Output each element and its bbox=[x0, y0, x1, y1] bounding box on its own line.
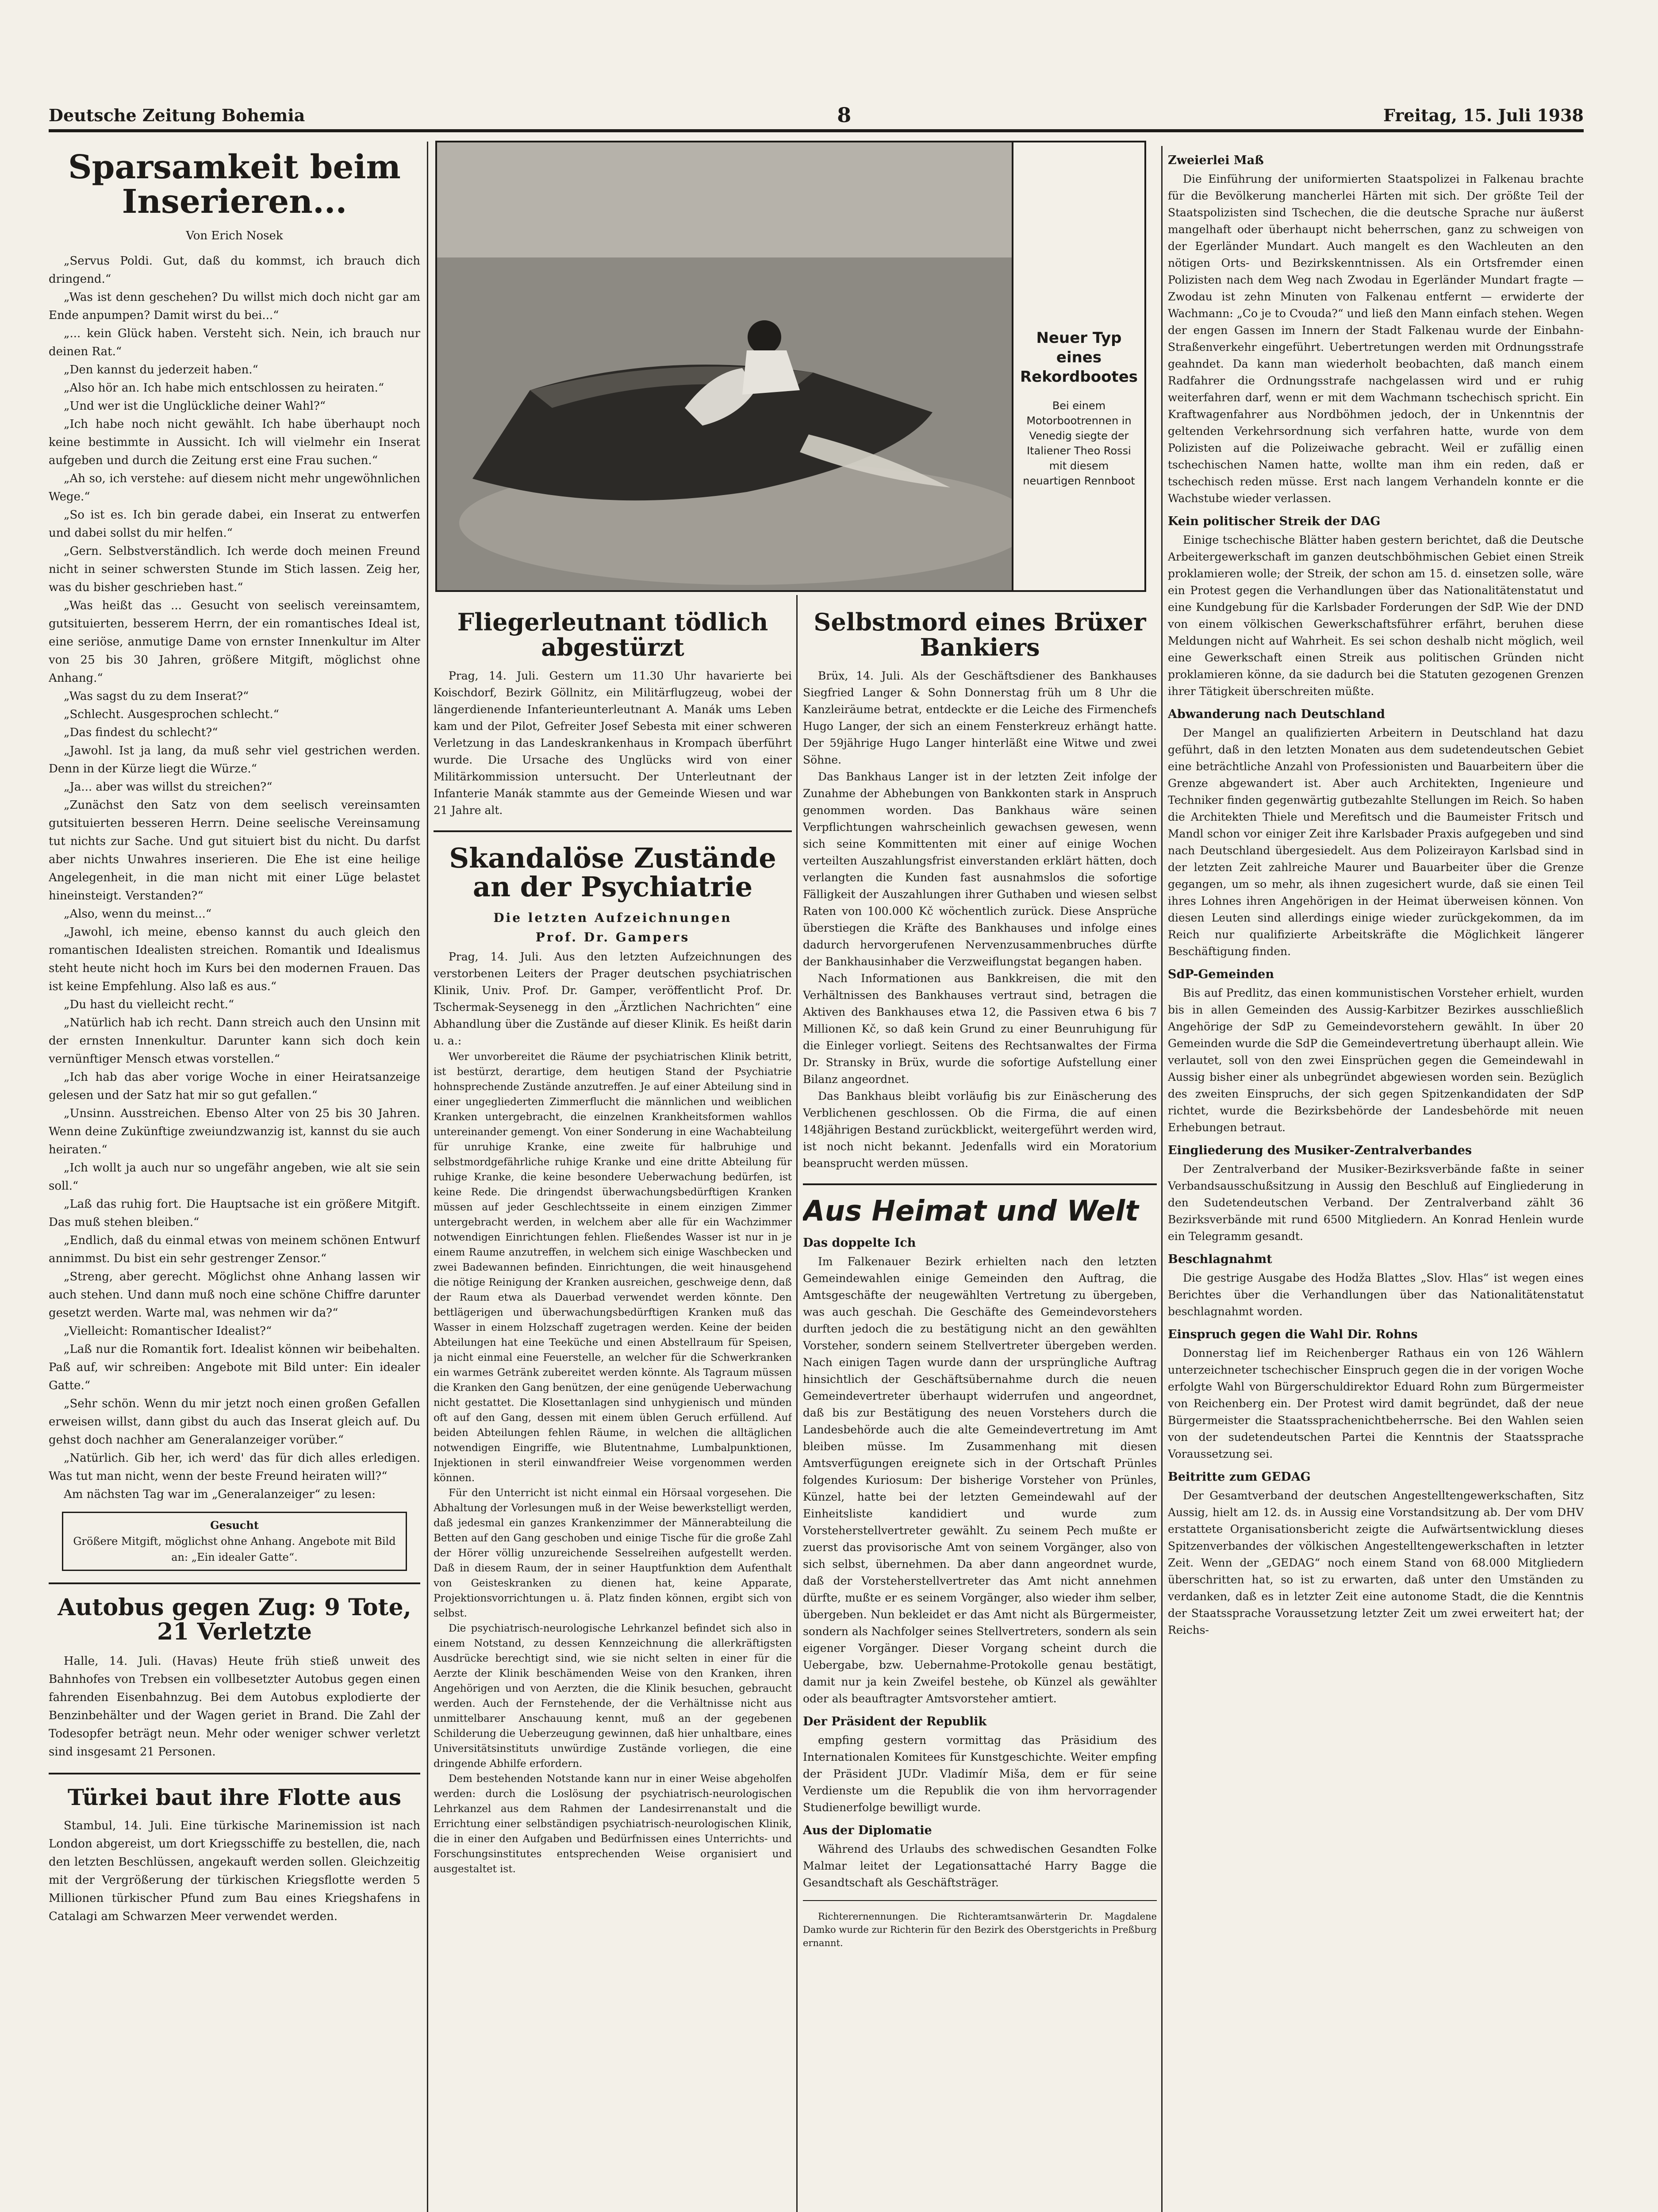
paragraph: „Was sagst du zu dem Inserat?“ bbox=[64, 690, 249, 703]
footnote: Richterernennungen. Die Richteramtsanwärterin Dr. Magdalene Damko wurde zur Richterin für den Bezirk des Oberstgerichts in Preßburg ernannt. bbox=[803, 1911, 1157, 1948]
caption-text: Bei einem Motorbootrennen in Venedig siegte der Italiener Theo Rossi mit diesem neuartigen Rennboot bbox=[1023, 399, 1135, 487]
subheadline: Die letzten Aufzeichnungen bbox=[493, 910, 732, 925]
paragraph: empfing gestern vormittag das Präsidium des Internationalen Komitees für Kunstgeschichte. Weiter empfing der Präsident JUDr. Vladimír Miša, dem er für seine Verdienste um die Republik die von ihm hervorragender Studienerfolge bewilligt wurde. bbox=[803, 1733, 1157, 1814]
speedboat-image bbox=[437, 142, 1012, 590]
paragraph: Nach Informationen aus Bankkreisen, die mit den Verhältnissen des Bankhauses vertraut sind, betragen die Aktiven des Bankhauses etwa 12, die Passiven etwa 6 bis 7 Millionen Kč, so daß kein Grund zu einer Beunruhigung für die Einleger vorliegt. Seitens des Rechtsanwaltes der Firma Dr. Stransky in Brüx, wurde die sofortige Aufstellung einer Bilanz angeordnet. bbox=[803, 972, 1157, 1086]
article-autobus-body: Halle, 14. Juli. (Havas) Heute früh stieß unweit des Bahnhofes von Trebsen ein vollbesetzter Autobus gegen einen fahrenden Eisenbahnzug. Bei dem Autobus explodierte der Benzinbehälter und der Wagen geriet in Brand. Die Zahl der Todesopfer beträgt neun. Mehr oder weniger schwer verletzt sind insgesamt 21 Personen. bbox=[49, 1654, 420, 1759]
section-heading: Beitritte zum GEDAG bbox=[1168, 1470, 1311, 1484]
section-heading: Das doppelte Ich bbox=[803, 1236, 916, 1250]
paragraph: „Sehr schön. Wenn du mir jetzt noch einen großen Gefallen erweisen willst, dann gibst du auch das Inserat gleich auf. Du gehst doch nachher am Generalanzeiger vorüber.“ bbox=[49, 1397, 420, 1447]
paragraph: Das Bankhaus bleibt vorläufig bis zur Einäscherung des Verblichenen geschlossen. Ob die Firma, die auf einen 148jährigen Bestand zurückblickt, weitergeführt werden wird, ist noch nicht bekannt. Jedenfalls wird ein Moratorium beansprucht werden müssen. bbox=[803, 1090, 1157, 1170]
masthead-title: Deutsche Zeitung Bohemia bbox=[49, 105, 305, 125]
paragraph: „So ist es. Ich bin gerade dabei, ein Inserat zu entwerfen und dabei sollst du mir helfen.“ bbox=[49, 508, 420, 540]
byline: Von Erich Nosek bbox=[186, 229, 283, 243]
paragraph: „Und wer ist die Unglückliche deiner Wahl?“ bbox=[64, 399, 326, 413]
paragraph: „... kein Glück haben. Versteht sich. Nein, ich brauch nur deinen Rat.“ bbox=[49, 327, 420, 359]
subheadline-author: Prof. Dr. Gampers bbox=[535, 929, 690, 945]
paragraph: Der Zentralverband der Musiker-Bezirksverbände faßte in seiner Verbandsausschußsitzung in Aussig den Beschluß auf Eingliederung in den Sudetendeutschen Verband. Der Zentralverband zählt 36 Bezirksverbände mit rund 6500 Mitgliedern. An Konrad Henlein wurde ein Telegramm gesandt. bbox=[1168, 1163, 1584, 1243]
paragraph: „Laß nur die Romantik fort. Idealist können wir beibehalten. Paß auf, wir schreiben: Angebote mit Bild unter: Ein idealer Gatte.“ bbox=[49, 1343, 420, 1393]
paragraph: „Laß das ruhig fort. Die Hauptsache ist ein größere Mitgift. Das muß stehen bleiben.“ bbox=[49, 1198, 420, 1229]
paragraph: Dem bestehenden Notstande kann nur in einer Weise abgeholfen werden: durch die Loslösung der psychiatrisch-neurologischen Lehrkanzel aus dem Rahmen der Landesirrenanstalt und die Errichtung einer selbständigen psychiatrisch-neurologischen Klinik, die in einer den Aufgaben und Bedürfnissen eines Unterrichts- und Forschungsinstitutes entsprechenden Weise organisiert und ausgestaltet ist. bbox=[434, 1773, 792, 1875]
section-heading: Aus der Diplomatie bbox=[803, 1823, 932, 1837]
paragraph: „Ich hab das aber vorige Woche in einer Heiratsanzeige gelesen und der Satz hat mir so gut gefallen.“ bbox=[49, 1071, 420, 1102]
paragraph: Während des Urlaubs des schwedischen Gesandten Folke Malmar leitet der Legationsattaché Harry Bagge die Gesandtschaft als Geschäftsträger. bbox=[803, 1842, 1157, 1889]
article-sparsamkeit-body bbox=[49, 252, 420, 1504]
column-2 bbox=[434, 602, 792, 2212]
masthead-rule bbox=[49, 129, 1584, 132]
section-heading: Zweierlei Maß bbox=[1168, 154, 1264, 167]
paragraph: Der Gesamtverband der deutschen Angestelltengewerkschaften, Sitz Aussig, hielt am 12. ds. in Aussig eine Vorstandsitzung ab. Der vom DHV erstattete Organisationsbericht zeigte die Aufwärtsentwicklung dieses Spitzenverbandes der völkischen Angestelltengewerkschaften in letzter Zeit. Wenn der „GEDAG“ noch einem Stand von 68.000 Mitgliedern überschritten hat, so ist zu erwarten, daß unter den Umständen zu verdanken, daß es in letzter Zeit eine autonome Stadt, die die Kenntnis der Staatssprache Voraussetzung letzter Zeit um zwei erweitert hat; der Reichs- bbox=[1168, 1489, 1584, 1636]
section-heading: Kein politischer Streik der DAG bbox=[1168, 515, 1381, 528]
paragraph: Im Falkenauer Bezirk erhielten nach den letzten Gemeindewahlen einige Gemeinden den Auftrag, die Amtsgeschäfte der neugewählten Vertretung zu übergeben, was auch geschah. Die Geschäfte des Gemeindevorstehers durften jedoch die zu bestätigung nicht an den gewählten Vorsteher, sondern seinem Stellvertreter übergeben werden. Nach einigen Tagen wurde dann der ursprüngliche Auftrag hinsichtlich der Geschäftsübernahme durch die neuen Gemeindevertreter überhaupt widerrufen und angeordnet, daß bis zur Bestätigung des neuen Vorstehers durch die Landesbehörde auch die alte Gemeindevertretung im Amt bleiben müsse. Im Zusammenhang mit diesen Amtsverfügungen ereignete sich in der Ortschaft Prünles folgendes Kuriosum: Der bisherige Vorsteher von Prünles, Künzel, hatte bei der letzten Gemeindewahl auf der Einheitsliste kandidiert und wurde zum Vorsteherstellvertreter gewählt. Zu seinem Pech mußte er zuerst das provisorische Amt von seinem Vorgänger, also von sich selbst, übernehmen. Da aber dann angeordnet wurde, daß der Vorsteherstellvertreter das Amt nicht annehmen dürfte, mußte er es seinem Vorgänger, also wieder ihm selber, übergeben. Nun bekleidet er das Amt nicht als Bürgermeister, sondern als Nachfolger seines Stellvertreters, sondern als sein eigener Vorgänger. Dieser Vorgang scheint durch die Uebergabe, bzw. Uebernahme-Protokolle genau bestätigt, damit nur ja kein Zweifel bestehe, ob Künzel als gewählter oder als beauftragter Amtsvorsteher amtiert. bbox=[803, 1255, 1157, 1705]
speedboat-photo bbox=[435, 141, 1013, 592]
column-1 bbox=[49, 146, 420, 2212]
headline-tuerkei: Türkei baut ihre Flotte aus bbox=[67, 1784, 402, 1810]
paragraph: Für den Unterricht ist nicht einmal ein Hörsaal vorgesehen. Die Abhaltung der Vorlesungen muß in der Weise bewerkstelligt werden, daß jedesmal ein ganzes Krankenzimmer der Männerabteilung die Betten auf den Gang geschoben und einige Tische für die große Zahl der Hörer völlig unzureichende Sesselreihen aufgestellt werden. Daß in diesem Raum, der in seiner Hauptfunktion dem Aufenthalt von Geisteskranken zu dienen hat, keine Apparate, Projektionsvorrichtungen u. ä. Platz finden können, ergibt sich von selbst. bbox=[434, 1487, 792, 1619]
paragraph: Das Bankhaus Langer ist in der letzten Zeit infolge der Zunahme der Abhebungen von Bankkonten stark in Anspruch genommen worden. Das Bankhaus wäre seinen Verpflichtungen wahrscheinlich gewachsen gewesen, wenn sich seine Kommittenten mit einer auf einige Wochen verteilten Auszahlungsfrist einverstanden erklärt hätten, doch verlangten die Kunden fast ausnahmslos die sofortige Fälligkeit der Auszahlungen ihrer Guthaben und wiesen selbst Raten von 100.000 Kč wöchentlich zurück. Diese Ansprüche überstiegen die Kräfte des Bankhauses und infolge eines dadurch hervorgerufenen Nervenzusammenbruches dürfte der Bankhausinhaber die Verzweiflungstat begangen haben. bbox=[803, 770, 1157, 968]
column-3 bbox=[803, 602, 1157, 2212]
paragraph: „Streng, aber gerecht. Möglichst ohne Anhang lassen wir auch stehen. Und dann muß noch eine schöne Chiffre darunter gesetzt werden. Warte mal, was nehmen wir da?“ bbox=[49, 1270, 420, 1320]
paragraph: Bis auf Predlitz, das einen kommunistischen Vorsteher erhielt, wurden bis in allen Gemeinden des Aussig-Karbitzer Bezirkes ausschließlich Angehörige der SdP zu Gemeindevorstehern gewählt. In über 20 Gemeinden wurde die SdP die Gemeindevertretung überhaupt allein. Wie verlautet, soll von den zwei Einsprüchen gegen die Gemeindewahl in Aussig bisher einer als unbegründet abgewiesen worden sein. Bezüglich des zweiten Einspruchs, der sich gegen Spitzenkandidaten der SdP richtet, wurde die Bezirksbehörde der Landesbehörde mit neuen Erhebungen betraut. bbox=[1168, 987, 1584, 1134]
paragraph: Brüx, 14. Juli. Als der Geschäftsdiener des Bankhauses Siegfried Langer & Sohn Donnerstag früh um 8 Uhr die Kanzleiräume betrat, entdeckte er die Leiche des Firmenchefs Hugo Langer, der sich an einem Fensterkreuz erhängt hatte. Der 59jährige Hugo Langer hinterläßt eine Witwe und zwei Söhne. bbox=[803, 669, 1157, 767]
paragraph: Wer unvorbereitet die Räume der psychiatrischen Klinik betritt, ist bestürzt, derartige, dem heutigen Stand der Psychiatrie hohnsprechende Zustände anzutreffen. Je auf einer Abteilung sind in einer ungegliederten Zimmerflucht die männlichen und weiblichen Kranken untergebracht, die einzelnen Krankheitsformen wahllos untereinander gemengt. Von einer Sonderung in eine Wachabteilung für unruhige Kranke, eine zweite für halbruhige und selbstmordgefährliche ruhige Kranke und eine dritte Abteilung für ruhige Kranke, die keine besondere Ueberwachung bedürfen, ist keine Rede. Die dringendst überwachungsbedürftigen Kranken müssen auf jeder Geschlechtsseite in einem einzigen Zimmer untergebracht werden, in welchem aber alle für ein Wachzimmer notwendigen Einrichtungen fehlen. Fließendes Wasser ist nur in je einem Raume anzutreffen, in welchem sich einige Waschbecken und zwei Badewannen befinden. Einrichtungen, die weit hinausgehend die nötige Reinigung der Kranken ausreichen, geschweige denn, daß der Raum etwa als Dauerbad verwendet werden könnte. Den bettlägerigen und überwachungsbedürftigen Kranken muß das Wasser in einem Holzschaff zugetragen werden. Keine der beiden Abteilungen hat eine Teeküche und einen Abstellraum für Speisen, ja nicht einmal eine Feuerstelle, an welcher für die Schwerkranken ein warmes Getränk zubereitet werden könnte. Als Tagraum müssen die Kranken den Gang benützen, der eine genügende Ueberwachung nicht gestattet. Die Klosettanlagen sind unhygienisch und münden oft auf den Gang, dessen mit einem üblen Geruch erfüllend. Auf beiden Abteilungen fehlen Räume, in welchen die alltäglichen notwendigen Eingriffe, wie Blutentnahme, Lumbalpunktionen, Injektionen in steril einwandfreier Weise vorgenommen werden können. bbox=[434, 1051, 792, 1484]
paragraph: „Das findest du schlecht?“ bbox=[64, 726, 218, 740]
paragraph: „Jawohl. Ist ja lang, da muß sehr viel gestrichen werden. Denn in der Kürze liegt die Würze.“ bbox=[49, 744, 420, 776]
section-heading: Eingliederung des Musiker-Zentralverbandes bbox=[1168, 1144, 1472, 1157]
headline-psychiatrie: Skandalöse Zustände an der Psychiatrie bbox=[449, 842, 776, 903]
paragraph: „Ah so, ich verstehe: auf diesem nicht mehr ungewöhnlichen Wege.“ bbox=[49, 472, 420, 504]
column-rule-2 bbox=[796, 595, 798, 2212]
paragraph: „Vielleicht: Romantischer Idealist?“ bbox=[64, 1325, 272, 1338]
photo-caption bbox=[1013, 141, 1146, 592]
paragraph: „Natürlich hab ich recht. Dann streich auch den Unsinn mit der ernsten Innenkultur. Darunter kann sich doch kein vernünftiger Mensch etwas vorstellen.“ bbox=[49, 1016, 420, 1066]
paragraph: „Den kannst du jederzeit haben.“ bbox=[64, 363, 258, 377]
headline-autobus: Autobus gegen Zug: 9 Tote, 21 Verletzte bbox=[58, 1594, 411, 1645]
column-rule-1 bbox=[427, 142, 428, 2212]
paragraph: Die Einführung der uniformierten Staatspolizei in Falkenau brachte für die Bevölkerung mancherlei Härten mit sich. Der größte Teil der Staatspolizisten sind Tschechen, die die deutsche Sprache nur äußerst mangelhaft oder überhaupt nicht beherrschen, ganz zu schweigen von der Egerländer Mundart. Auch mangelt es den Wachleuten an den nötigen Orts- und Bezirkskenntnissen. Als ein Ortsfremder einen Polizisten nach dem Weg nach Zwodau in Egerländer Mundart fragte — Zwodau ist zehn Minuten von Falkenau entfernt — erwiderte der Wachmann: „Co je to Cvouda?“ und ließ den Mann einfach stehen. Wegen der engen Gassen im Innern der Stadt Falkenau wurde der Einbahn-Straßenverkehr eingeführt. Uebertretungen werden mit Ordnungsstrafe geahndet. Da kann man wiederholt beobachten, daß manch einem Radfahrer die Ordnungsstrafe nachgelassen wird und er ruhig weiterfahren darf, wenn er mit dem Wachmann tschechisch spricht. Ein Kraftwagenfahrer aus Nordböhmen jedoch, der in Unkenntnis der geltenden Verkehrsordnung sich verfahren hatte, wurde von dem Polizisten auf die Polizeiwache gebracht. Weil er zufällig einen tschechischen Namen hatte, wollte man ihm ein reden, daß er tschechisch reden müsse. Erst nach langem Verhandeln konnte er die Wachstube wieder verlassen. bbox=[1168, 173, 1584, 505]
paragraph: „Ja... aber was willst du streichen?“ bbox=[64, 780, 272, 794]
paragraph: Einige tschechische Blätter haben gestern berichtet, daß die Deutsche Arbeitergewerkschaft im ganzen deutschböhmischen Gebiet einen Streik proklamieren wolle; der Streik, der schon am 15. d. einsetzen solle, wäre ein Protest gegen die Verhandlungen über das Nationalitätenstatut und eine Kundgebung für die Karlsbader Forderungen der SdP. Wie der DND von einem völkischen Gewerkschaftsführer erfährt, beruhen diese Meldungen nicht auf Wahrheit. Es sei schon deshalb nicht möglich, weil eine Gewerkschaft einen Streik aus politischen Gründen nicht proklamieren könne, da sie dadurch bei die Statuten gezogenen Grenzen ihrer Tätigkeit überschreiten müßte. bbox=[1168, 534, 1584, 698]
paragraph: „Ich habe noch nicht gewählt. Ich habe überhaupt noch keine bestimmte in Aussicht. Ich will vielmehr ein Inserat aufgeben und durch die Zeitung erst eine Frau suchen.“ bbox=[49, 418, 420, 468]
column-4 bbox=[1168, 146, 1584, 2212]
paragraph: „Schlecht. Ausgesprochen schlecht.“ bbox=[64, 708, 279, 722]
article-tuerkei-body: Stambul, 14. Juli. Eine türkische Marinemission ist nach London abgereist, um dort Kriegsschiffe zu bestellen, die, nach den letzten Beschlüssen, angekauft werden sollen. Gleichzeitig mit der Vergrößerung der türkischen Kriegsflotte werden 5 Millionen türkischer Pfund zum Bau eines Kriegshafens in Catalagi am Schwarzen Meer verwendet werden. bbox=[49, 1819, 420, 1924]
section-title-heimat: Aus Heimat und Welt bbox=[803, 1195, 1139, 1228]
paragraph: „Was ist denn geschehen? Du willst mich doch nicht gar am Ende anpumpen? Damit wirst du bei...“ bbox=[49, 291, 420, 323]
section-heading: SdP-Gemeinden bbox=[1168, 968, 1274, 981]
masthead-date: Freitag, 15. Juli 1938 bbox=[1383, 105, 1584, 125]
paragraph: „Ich wollt ja auch nur so ungefähr angeben, wie alt sie sein soll.“ bbox=[49, 1161, 420, 1193]
section-heading: Abwanderung nach Deutschland bbox=[1168, 707, 1385, 721]
article-fliegerleutnant-body: Prag, 14. Juli. Gestern um 11.30 Uhr havarierte bei Koischdorf, Bezirk Göllnitz, ein Militärflugzeug, wobei der längerdienende Infanterieunterleutnant A. Manák ums Leben kam und der Pilot, Gefreiter Josef Sebesta mit einer schweren Verletzung in das Landeskrankenhaus in Krompach überführt wurde. Die Ursache des Unglücks wird von einer Militärkommission untersucht. Der Unterleutnant der Infanterie Manák stammte aus der Gemeinde Wiesen und war 21 Jahre alt. bbox=[434, 669, 792, 817]
divider bbox=[803, 1183, 1157, 1185]
paragraph: „Unsinn. Ausstreichen. Ebenso Alter von 25 bis 30 Jahren. Wenn deine Zukünftige zweiundzwanzig ist, kannst du sie auch heiraten.“ bbox=[49, 1107, 420, 1157]
headline-fliegerleutnant: Fliegerleutnant tödlich abgestürzt bbox=[457, 608, 768, 661]
section-heading: Beschlagnahmt bbox=[1168, 1252, 1272, 1266]
paragraph: Prag, 14. Juli. Aus den letzten Aufzeichnungen des verstorbenen Leiters der Prager deutschen psychiatrischen Klinik, Univ. Prof. Dr. Gamper, veröffentlicht Prof. Dr. Tschermak-Seysenegg in den „Ärztlichen Nachrichten“ eine Abhandlung über die Zustände auf dieser Klinik. Es heißt darin u. a.: bbox=[434, 950, 792, 1047]
ad-text: Größere Mitgift, möglichst ohne Anhang. Angebote mit Bild an: „Ein idealer Gatte“. bbox=[73, 1535, 396, 1564]
paragraph: „Servus Poldi. Gut, daß du kommst, ich brauch dich dringend.“ bbox=[49, 254, 420, 286]
ad-title: Gesucht bbox=[210, 1519, 259, 1532]
paragraph: „Gern. Selbstverständlich. Ich werde doch meinen Freund nicht in seiner schwersten Stunde im Stich lassen. Zeig her, was du bisher geschrieben hast.“ bbox=[49, 545, 420, 595]
paragraph: Die gestrige Ausgabe des Hodža Blattes „Slov. Hlas“ ist wegen eines Berichtes über die Verhandlungen über das Nationalitätenstatut beschlagnahmt worden. bbox=[1168, 1271, 1584, 1318]
divider bbox=[49, 1582, 420, 1584]
masthead bbox=[49, 103, 1584, 127]
divider bbox=[49, 1773, 420, 1774]
section-heading: Einspruch gegen die Wahl Dir. Rohns bbox=[1168, 1328, 1418, 1341]
paragraph: Am nächsten Tag war im „Generalanzeiger“ zu lesen: bbox=[64, 1488, 376, 1502]
paragraph: „Was heißt das ... Gesucht von seelisch vereinsamtem, gutsituierten, besserem Herrn, der ein romantisches Ideal ist, eine seriöse, anmutige Dame von ernster Innenkultur im Alter von 25 bis 30 Jahren, größere Mitgift, möglichst ohne Anhang.“ bbox=[49, 599, 420, 685]
paragraph: Die psychiatrisch-neurologische Lehrkanzel befindet sich also in einem Notstand, zu dessen Kennzeichnung die allerkräftigsten Ausdrücke berechtigt sind, wie sie nicht selten in einer für die Aerzte der Klinik beschämenden Weise von den Kranken, ihren Angehörigen und von Aerzten, die die Klinik besuchen, gebraucht werden. Auch der Fernstehende, der die Verhältnisse nicht aus unmittelbarer Anschauung kennt, muß an der gegebenen Schilderung die Ueberzeugung gewinnen, daß hier unhaltbare, eines Universitätsinstituts unwürdige Zustände vorliegen, die eine dringende Abhilfe erfordern. bbox=[434, 1622, 792, 1770]
classified-ad bbox=[62, 1512, 407, 1571]
divider bbox=[434, 830, 792, 832]
paragraph: „Zunächst den Satz von dem seelisch vereinsamten gutsituierten besseren Herrn. Deine seelische Vereinsamung tut nichts zur Sache. Und gut situiert bist du nicht. Du darfst aber nichts Unwahres inserieren. Die Ehe ist eine heilige Angelegenheit, in die man nicht mit einer Lüge belastet hineinsteigt. Verstanden?“ bbox=[49, 799, 420, 903]
paragraph: „Jawohl, ich meine, ebenso kannst du auch gleich den romantischen Idealisten streichen. Romantik und Idealismus steht heute nicht hoch im Kurs bei den modernen Frauen. Das ist keine Empfehlung. Also laß es aus.“ bbox=[49, 926, 420, 994]
section-heading: Der Präsident der Republik bbox=[803, 1714, 987, 1728]
paragraph: „Du hast du vielleicht recht.“ bbox=[64, 998, 234, 1012]
paragraph: „Also hör an. Ich habe mich entschlossen zu heiraten.“ bbox=[64, 381, 384, 395]
column-rule-3 bbox=[1161, 146, 1163, 2212]
paragraph: „Endlich, daß du einmal etwas von meinem schönen Entwurf annimmst. Du bist ein sehr gestrenger Zensor.“ bbox=[49, 1234, 420, 1266]
caption-title: Neuer Typ eines Rekordbootes bbox=[1020, 329, 1138, 386]
paragraph: Donnerstag lief im Reichenberger Rathaus ein von 126 Wählern unterzeichneter tschechischer Einspruch gegen die in der vorigen Woche erfolgte Wahl von Bürgerschuldirektor Eduard Rohn zum Bürgermeister von Reichenberg ein. Der Protest wird damit begründet, daß der neue Bürgermeister die Staatssprachenichtbeherrsche. Bei den Wahlen seien von der sudetendeutschen Partei die Kenntnis der Staatssprache Voraussetzung sei. bbox=[1168, 1347, 1584, 1460]
paragraph: „Natürlich. Gib her, ich werd' das für dich alles erledigen. Was tut man nicht, wenn der beste Freund heiraten will?“ bbox=[49, 1452, 420, 1483]
page-number: 8 bbox=[837, 103, 852, 127]
paragraph: Der Mangel an qualifizierten Arbeitern in Deutschland hat dazu geführt, daß in den letzten Monaten aus dem sudetendeutschen Gebiet eine beträchtliche Anzahl von Professionisten und Bauarbeitern über die Grenze abgewandert ist. Aber auch Architekten, Ingenieure und Techniker finden gegenwärtig gutbezahlte Stellungen im Reich. So haben die Architekten Thiele und Merefitsch und die Baumeister Fritsch und Mandl schon vor einiger Zeit ihre Karlsbader Praxis aufgegeben und sind nach Deutschland übergesiedelt. Aus dem Polizeirayon Karlsbad sind in der letzten Zeit zahlreiche Maurer und Bauarbeiter über die Grenze gegangen, um so mehr, als ihnen zugesichert wurde, daß sie einen Teil ihres Lohnes ihren Angehörigen in der Heimat überweisen können. Von diesen Leuten sind allerdings einige wieder zurückgekommen, da im Reich nur qualifizierte Arbeitskräfte die Möglichkeit längerer Beschäftigung finden. bbox=[1168, 726, 1584, 958]
headline-selbstmord: Selbstmord eines Brüxer Bankiers bbox=[814, 608, 1146, 661]
divider bbox=[803, 1900, 1157, 1901]
paragraph: „Also, wenn du meinst...“ bbox=[64, 907, 212, 921]
headline-sparsamkeit: Sparsamkeit beim Inserieren... bbox=[68, 148, 401, 221]
